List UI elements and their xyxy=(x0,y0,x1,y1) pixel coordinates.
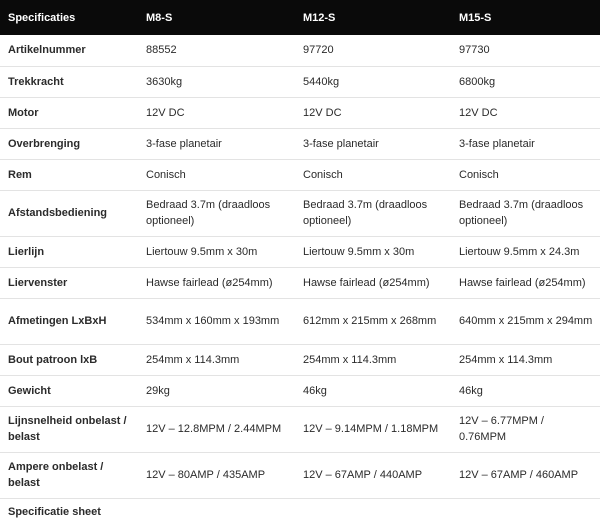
cell-value: 254mm x 114.3mm xyxy=(294,344,450,375)
table-row xyxy=(0,190,600,236)
row-label: Afmetingen LxBxH xyxy=(0,298,137,344)
cell-value: Liertouw 9.5mm x 30m xyxy=(294,236,450,267)
row-label: Liervenster xyxy=(0,267,137,298)
table-row xyxy=(0,159,600,190)
table-row xyxy=(0,498,600,526)
table-body xyxy=(0,35,600,526)
row-label: Lijnsnelheid onbelast / belast xyxy=(0,406,137,452)
cell-value: 3-fase planetair xyxy=(137,128,294,159)
cell-value: Hawse fairlead (ø254mm) xyxy=(450,267,600,298)
cell-value: 12V DC xyxy=(137,97,294,128)
row-label: Trekkracht xyxy=(0,66,137,97)
row-label: Lierlijn xyxy=(0,236,137,267)
header-model-m8-s: M8-S xyxy=(137,0,294,35)
row-label: Artikelnummer xyxy=(0,35,137,66)
row-label: Gewicht xyxy=(0,375,137,406)
table-row xyxy=(0,298,600,344)
cell-value xyxy=(137,498,294,526)
row-label: Rem xyxy=(0,159,137,190)
table-row xyxy=(0,128,600,159)
cell-value: 12V – 12.8MPM / 2.44MPM xyxy=(137,406,294,452)
cell-value: 12V DC xyxy=(294,97,450,128)
cell-value: 88552 xyxy=(137,35,294,66)
cell-value: 534mm x 160mm x 193mm xyxy=(137,298,294,344)
cell-value: 254mm x 114.3mm xyxy=(450,344,600,375)
cell-value: 29kg xyxy=(137,375,294,406)
cell-value: 12V – 80AMP / 435AMP xyxy=(137,452,294,498)
cell-value: 12V – 9.14MPM / 1.18MPM xyxy=(294,406,450,452)
cell-value xyxy=(450,498,600,526)
table-row xyxy=(0,66,600,97)
table-row xyxy=(0,236,600,267)
cell-value: 3-fase planetair xyxy=(450,128,600,159)
header-row xyxy=(0,0,600,35)
cell-value: Hawse fairlead (ø254mm) xyxy=(294,267,450,298)
cell-value: 5440kg xyxy=(294,66,450,97)
cell-value: Conisch xyxy=(137,159,294,190)
table-row xyxy=(0,35,600,66)
header-model-m12-s: M12-S xyxy=(294,0,450,35)
cell-value: 12V – 6.77MPM / 0.76MPM xyxy=(450,406,600,452)
row-label: Specificatie sheet xyxy=(8,506,101,519)
cell-value: 254mm x 114.3mm xyxy=(137,344,294,375)
header-model-m15-s: M15-S xyxy=(450,0,600,35)
table-row xyxy=(0,344,600,375)
cell-value: 640mm x 215mm x 294mm xyxy=(450,298,600,344)
cell-value: 12V – 67AMP / 440AMP xyxy=(294,452,450,498)
cell-value xyxy=(294,498,450,526)
cell-value: Conisch xyxy=(294,159,450,190)
row-label: Ampere onbelast / belast xyxy=(0,452,137,498)
cell-value: 46kg xyxy=(294,375,450,406)
cell-value: 3630kg xyxy=(137,66,294,97)
cell-value: 97720 xyxy=(294,35,450,66)
table-row xyxy=(0,452,600,498)
row-label: Motor xyxy=(0,97,137,128)
header-specifications: Specificaties xyxy=(0,0,137,35)
cell-value: 97730 xyxy=(450,35,600,66)
cell-value: 612mm x 215mm x 268mm xyxy=(294,298,450,344)
table-row xyxy=(0,375,600,406)
cell-value: 12V DC xyxy=(450,97,600,128)
table-row xyxy=(0,267,600,298)
table-row xyxy=(0,97,600,128)
row-label: Bout patroon lxB xyxy=(0,344,137,375)
cell-value: Liertouw 9.5mm x 24.3m xyxy=(450,236,600,267)
cell-value: 12V – 67AMP / 460AMP xyxy=(450,452,600,498)
table-row xyxy=(0,406,600,452)
cell-value: 6800kg xyxy=(450,66,600,97)
cell-value: Bedraad 3.7m (draadloos optioneel) xyxy=(137,190,294,236)
table-header xyxy=(0,0,600,35)
cell-value: Bedraad 3.7m (draadloos optioneel) xyxy=(294,190,450,236)
cell-value: 46kg xyxy=(450,375,600,406)
cell-value: Conisch xyxy=(450,159,600,190)
cell-value: Bedraad 3.7m (draadloos optioneel) xyxy=(450,190,600,236)
row-label: Afstandsbediening xyxy=(0,190,137,236)
cell-value: 3-fase planetair xyxy=(294,128,450,159)
row-label: Overbrenging xyxy=(0,128,137,159)
cell-value: Hawse fairlead (ø254mm) xyxy=(137,267,294,298)
cell-value: Liertouw 9.5mm x 30m xyxy=(137,236,294,267)
